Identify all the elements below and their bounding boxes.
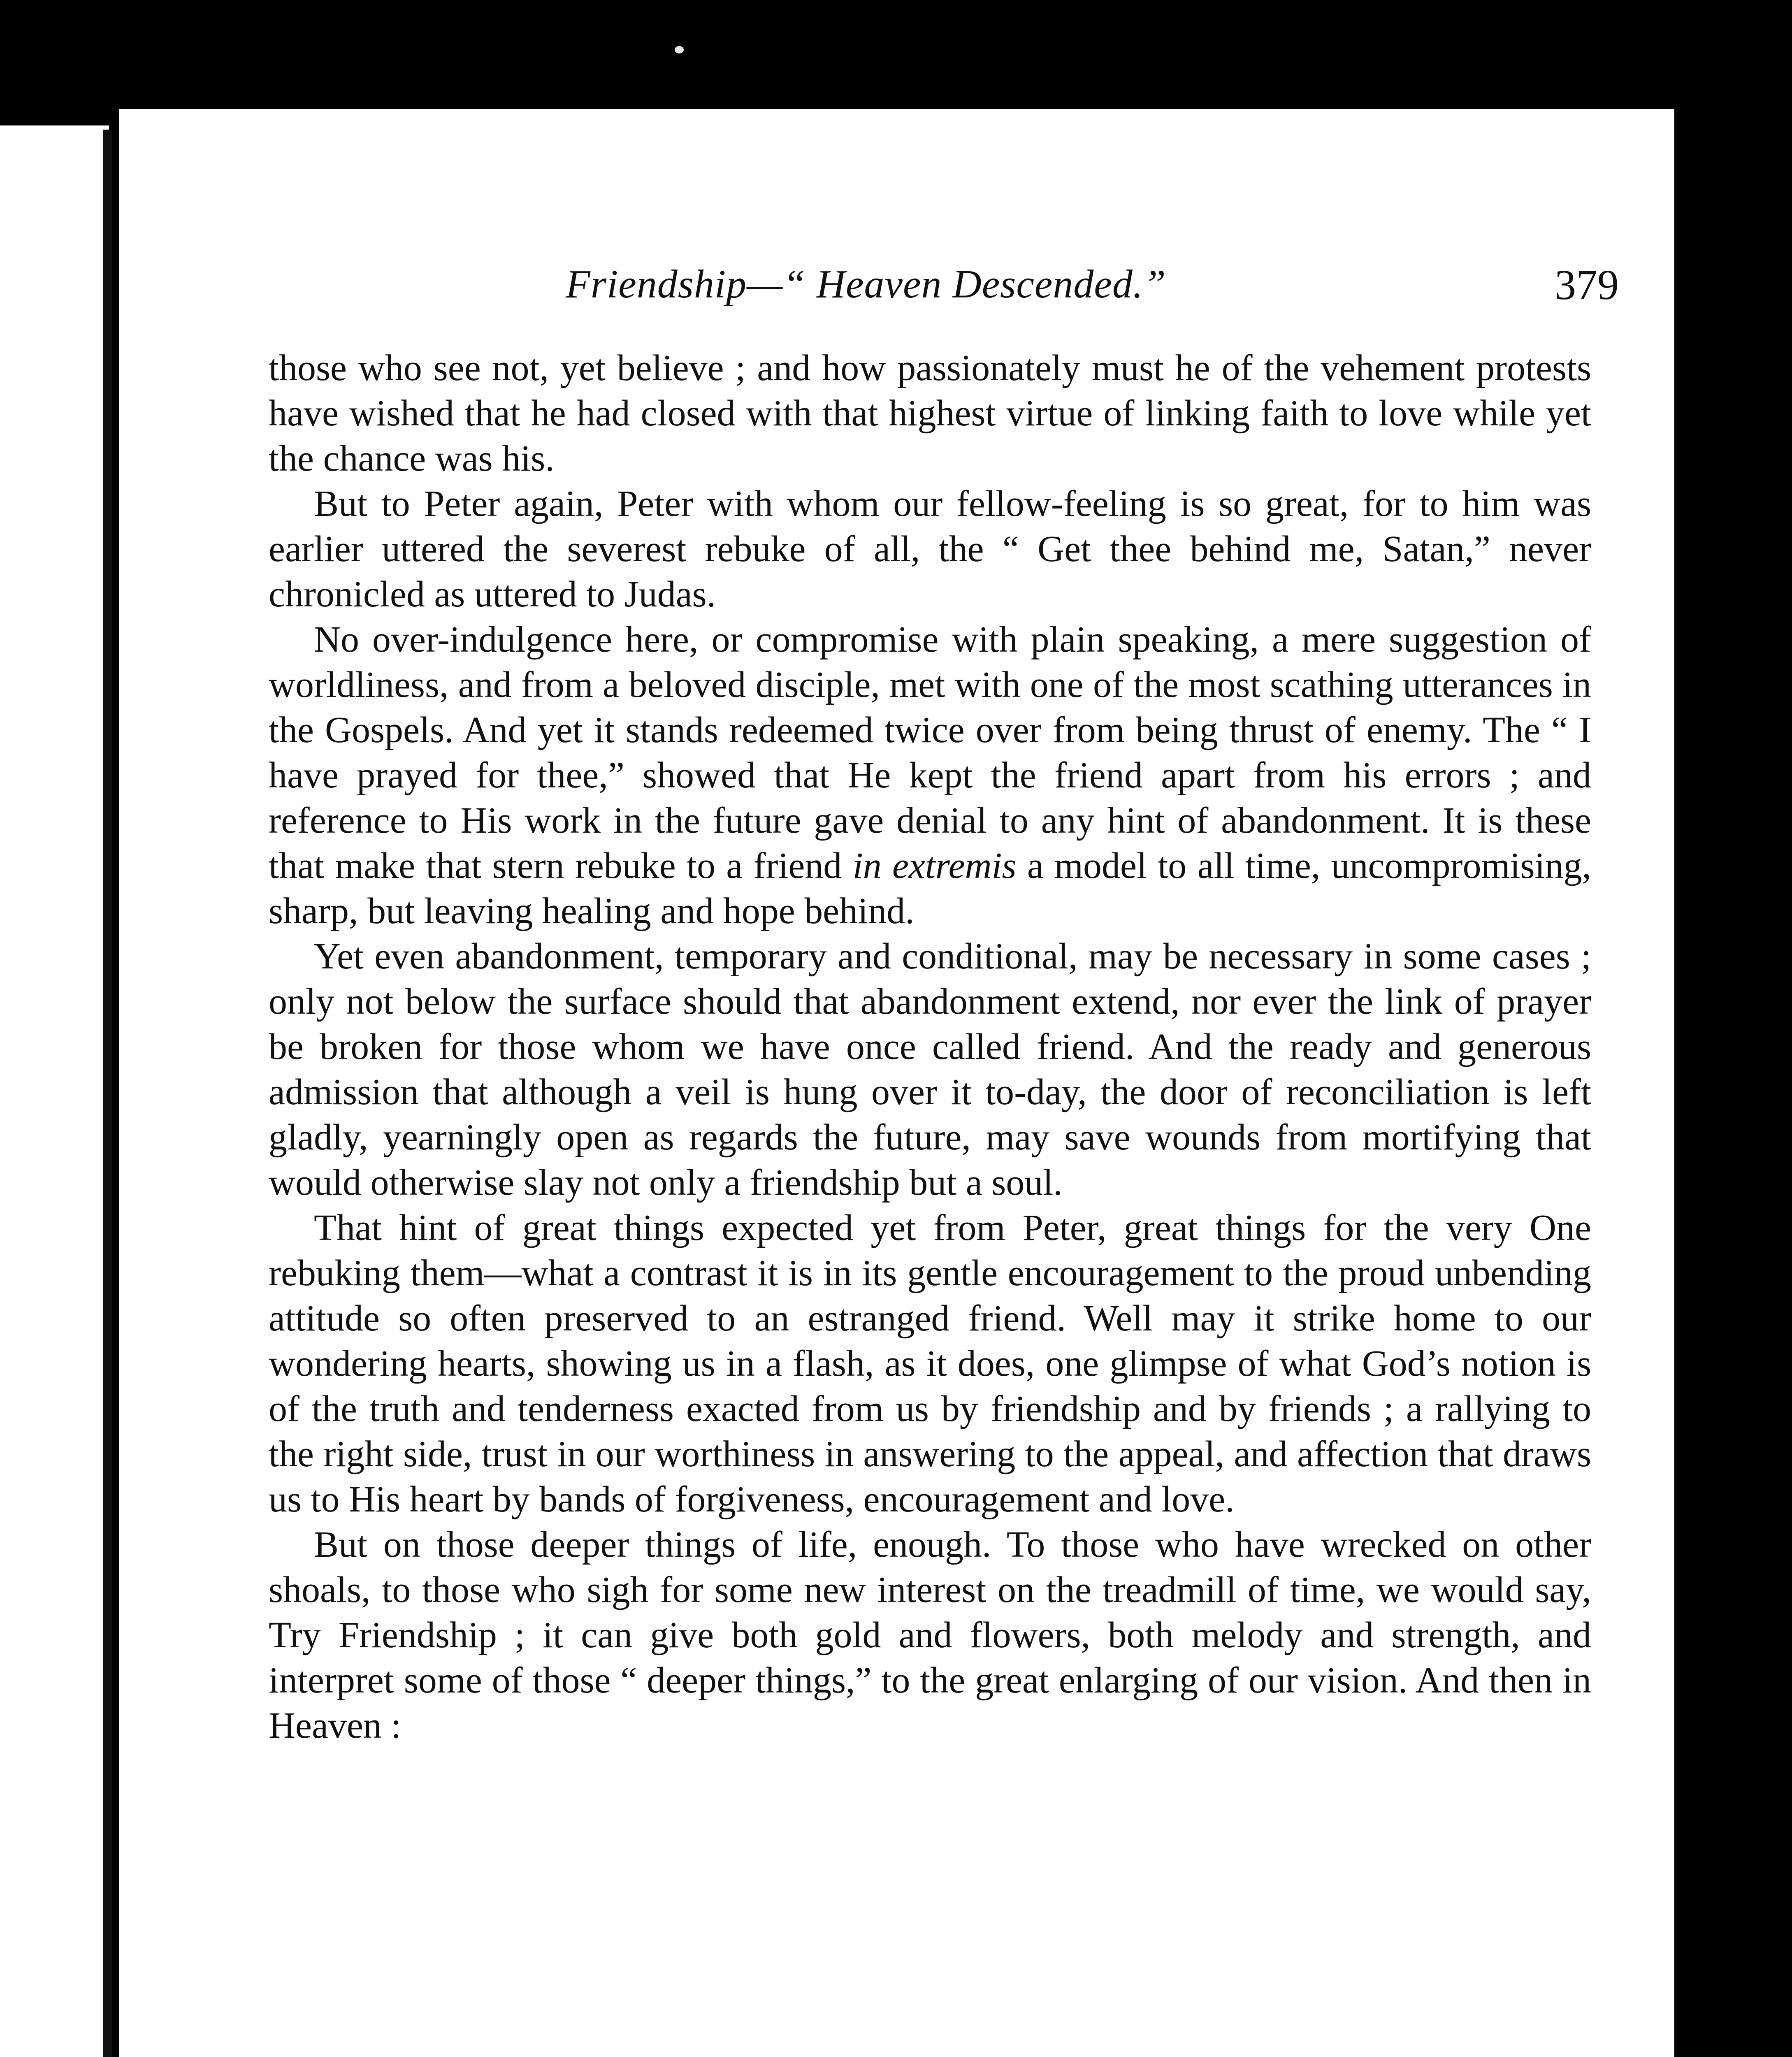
paragraph-6: But on those deeper things of life, enough. To those who have wrecked on other shoals, to those who sigh for some new interest on the treadmill of time, we would say, Try Friendship ; it can give both gold and flowers, both melody and strength, and interpret some of those “ deeper things,” to the great enlarging of our vision. And then in Heaven : [269,1524,1591,1746]
scan-speck [675,46,684,53]
running-title: Friendship—“ Heaven Descended.” [566,262,1166,306]
adjacent-page-edge [0,125,109,2057]
paragraph-1: those who see not, yet believe ; and how passionately must he of the vehement protests have wished that he had closed with that highest virtue of linking faith to love while yet the chance was his. [269,348,1591,479]
paragraph-5: That hint of great things expected yet from Peter, great things for the very One rebuking them—what a contrast it is in its gentle encouragement to the proud unbending attitude so often preserved to an estranged friend. Well may it strike home to our wondering hearts, showing us in a flash, as it does, one glimpse of what God’s notion is of the truth and tenderness exacted from us by friendship and by friends ; a rallying to the right side, trust in our worthiness in answering to the appeal, and affection that draws us to His heart by bands of forgiveness, encouragement and love. [269,1207,1591,1520]
paragraph-3-text-after: a model to all time, uncompromising, sharp, but leaving healing and hope behind. [269,845,1592,931]
paragraph-3-text-before: No over-indulgence here, or compromise with plain speaking, a mere suggestion of worldliness, and from a beloved disciple, met with one of the most scathing utterances in the Gospels. And yet it stands redeemed twice over from being thrust of enemy. The “ I have prayed for thee,” showed that He kept the friend apart from his errors ; and reference to His work in the future gave denial to any hint of abandonment. It is these that make that stern rebuke to a friend [269,619,1591,886]
running-head [566,253,1619,323]
paragraph-3 [269,617,1591,934]
body-text [269,346,1591,1748]
paragraph-4: Yet even abandonment, temporary and conditional, may be necessary in some cases ; only not below the surface should that abandonment extend, nor ever the link of prayer be broken for those whom we have once called friend. And the ready and generous admission that although a veil is hung over it to-day, the door of reconciliation is left gladly, yearningly open as regards the future, may save wounds from mortifying that would otherwise slay not only a friendship but a soul. [269,936,1591,1203]
page-gutter-shadow [103,130,112,2057]
italic-phrase-in-extremis: in extremis [852,845,1017,886]
page-number: 379 [1555,261,1619,309]
paragraph-2: But to Peter again, Peter with whom our fellow-feeling is so great, for to him was earlier uttered the severest rebuke of all, the “ Get thee behind me, Satan,” never chronicled as uttered to Judas. [269,483,1591,615]
book-page [119,109,1674,2057]
